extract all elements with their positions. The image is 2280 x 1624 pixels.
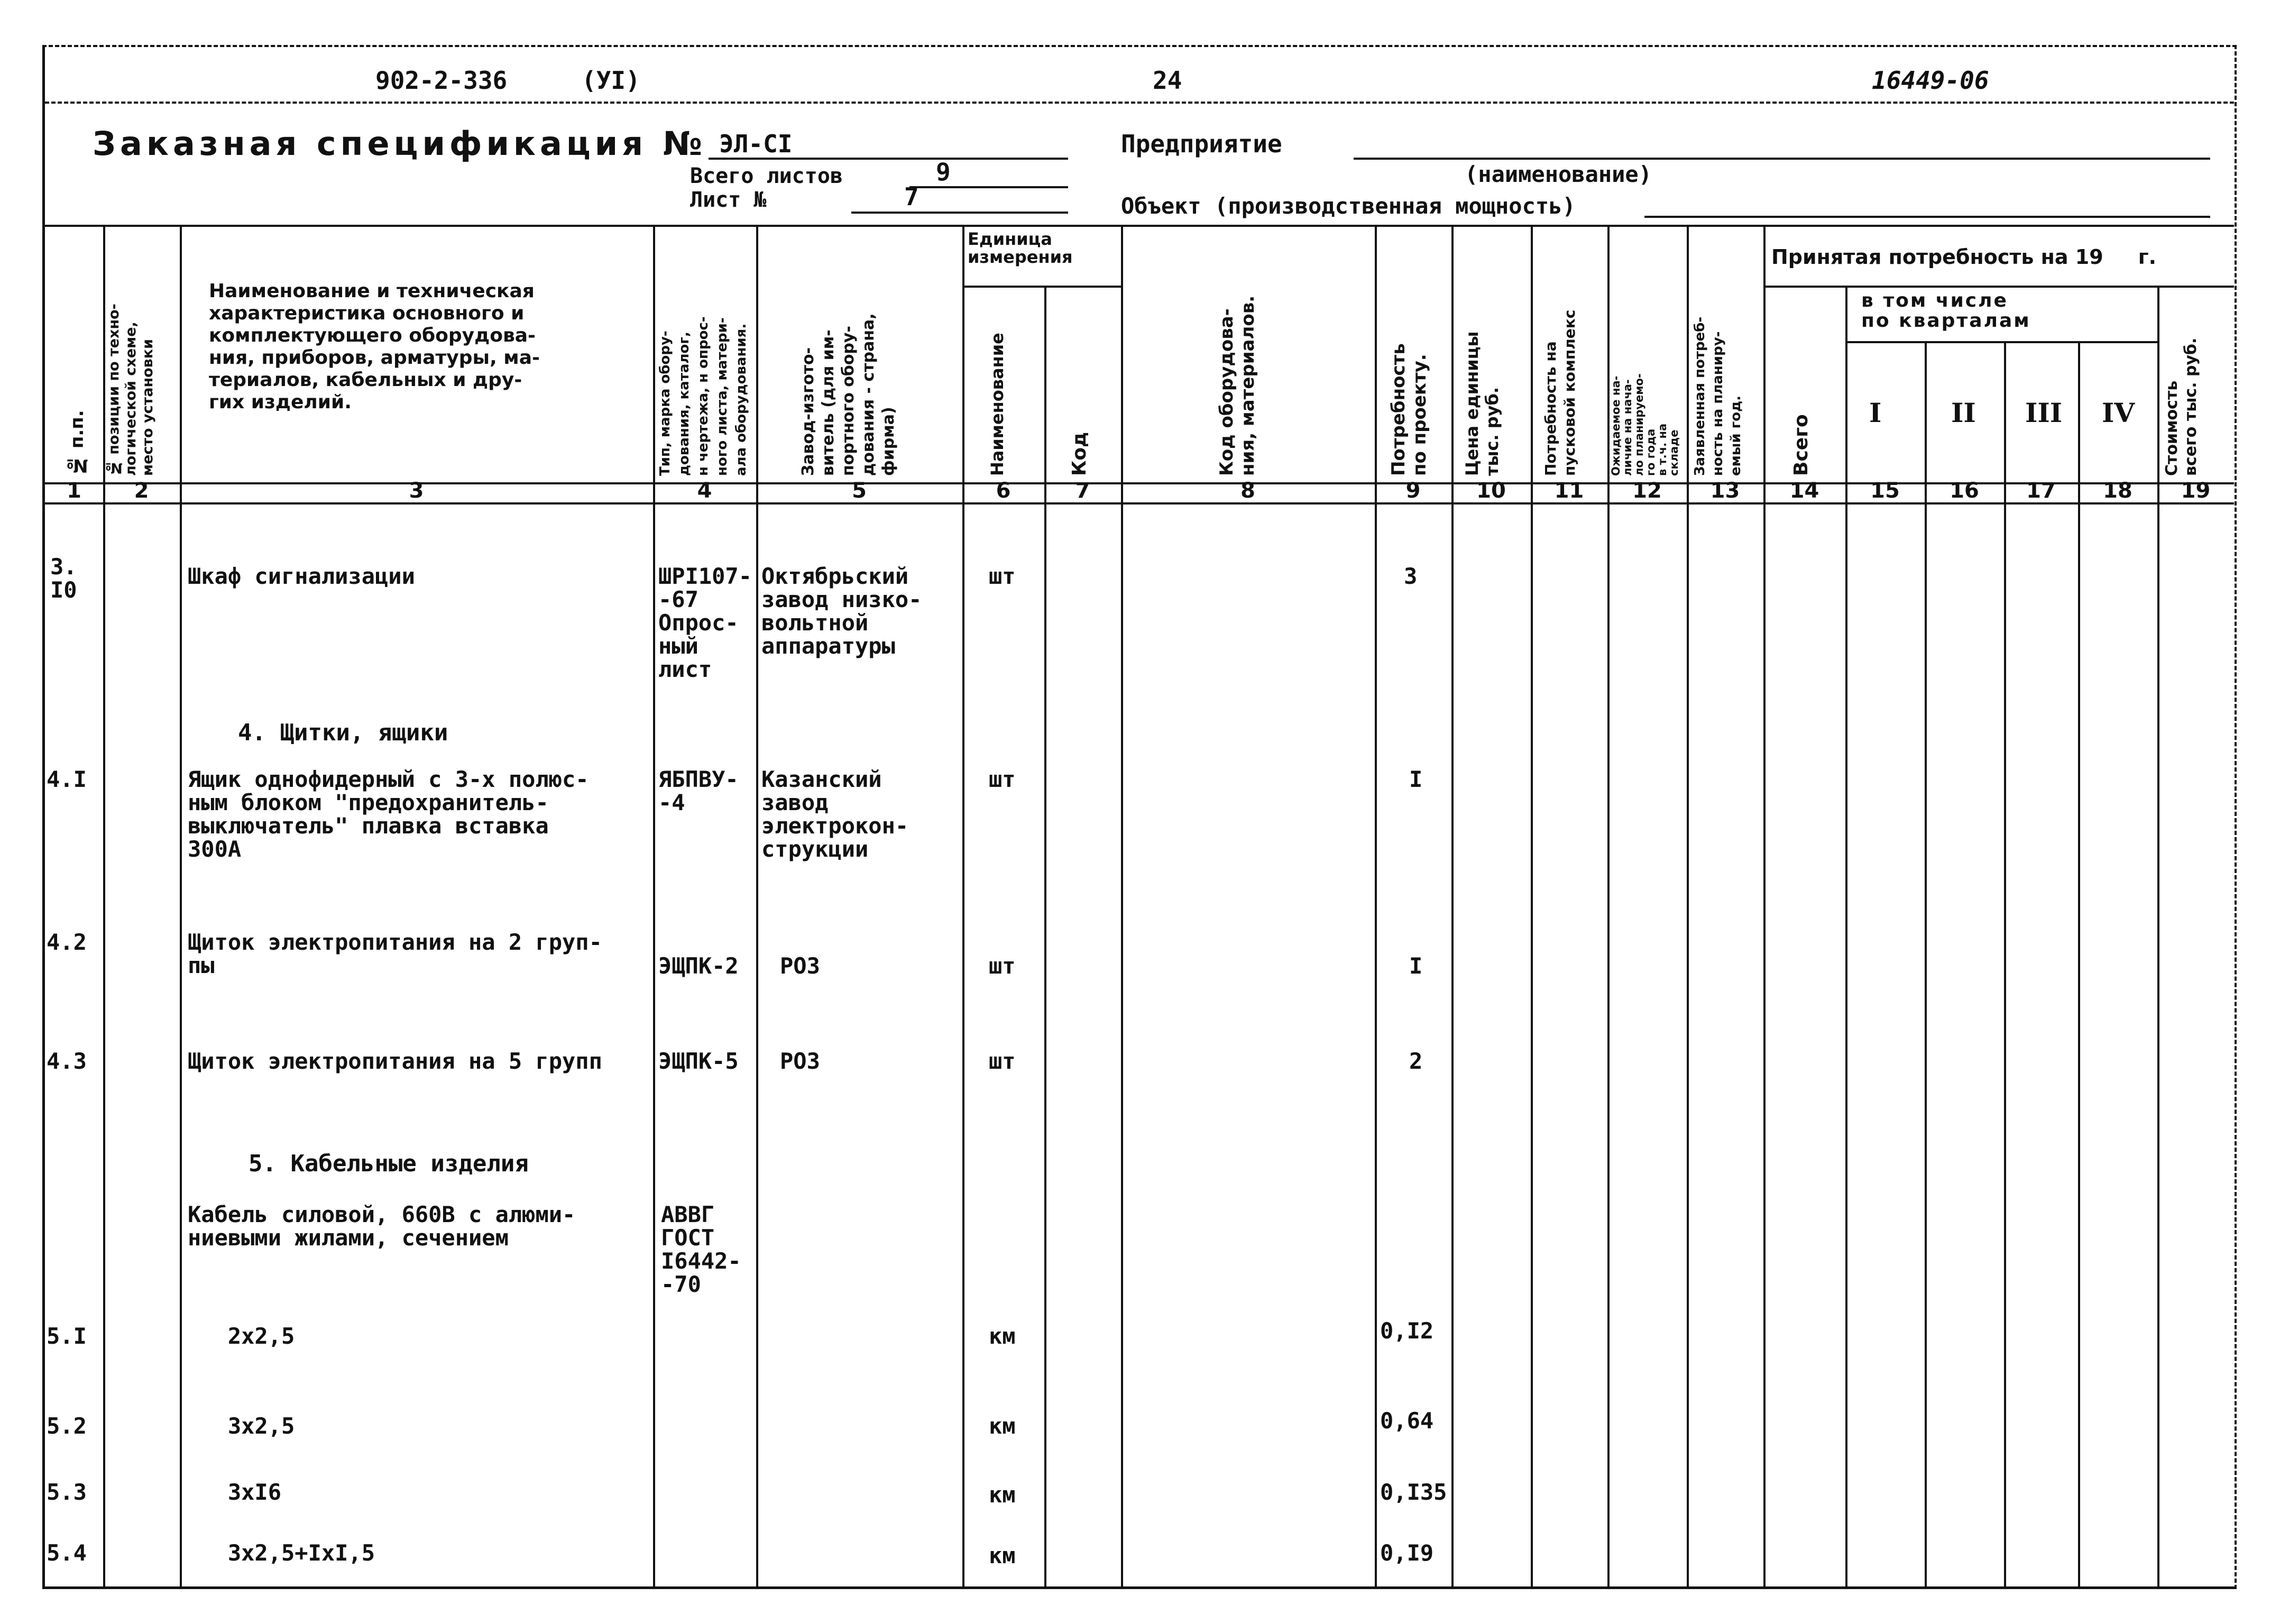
row-maker: РОЗ [780, 1048, 820, 1074]
col-divider [1687, 225, 1689, 1586]
col-number: 3 [409, 479, 424, 503]
row-qty: 2 [1409, 1048, 1423, 1074]
col-divider [1763, 225, 1766, 1586]
col-number: 17 [2026, 479, 2056, 503]
row-type: АВВГ ГОСТ I6442- -70 [661, 1201, 741, 1297]
col-number: 2 [134, 479, 149, 503]
section-heading: 5. Кабельные изделия [249, 1150, 529, 1177]
unit-group-header: Единица измерения [968, 229, 1073, 267]
row-unit: шт [989, 1048, 1016, 1074]
row-name: Щиток электропитания на 2 груп- пы [188, 929, 602, 978]
row-qty: 3 [1404, 563, 1418, 589]
row-pos: 3. I0 [50, 554, 77, 603]
row-unit: шт [989, 563, 1016, 589]
spec-number-underline [709, 158, 1068, 160]
row-pos: 4.3 [47, 1048, 87, 1074]
col-divider [962, 225, 964, 1586]
enterprise-underline [1354, 158, 2210, 160]
col-number: 4 [697, 479, 712, 503]
row-maker: Октябрьский завод низко- вольтной аппаратуры [761, 563, 922, 659]
col-divider [1121, 225, 1123, 1586]
col-divider [180, 225, 182, 1586]
sheets-total-underline [909, 186, 1068, 188]
accepted-divider [1763, 286, 2234, 288]
col-header-2: № позиции по техно- логической схеме, место установки [106, 304, 156, 476]
enterprise-label: Предприятие [1121, 130, 1282, 158]
spec-title: Заказная спецификация № [93, 124, 707, 163]
object-underline [1644, 216, 2210, 218]
col-header-15: I [1869, 397, 1882, 428]
row-name: Кабель силовой, 660В с алюми- ниевыми жилами, сечением [188, 1201, 576, 1251]
table-top-border [45, 225, 2234, 227]
col-header-5: Завод-изгото- витель (для им- портного обору- дования - страна, фирма) [799, 313, 898, 476]
row-unit: шт [989, 766, 1016, 792]
col-number: 18 [2103, 479, 2132, 503]
header-divider [45, 102, 2234, 104]
col-header-14: Всего [1790, 414, 1812, 476]
col-divider [1925, 341, 1927, 1586]
page-number: 24 [1153, 66, 1182, 95]
col-header-16: II [1951, 397, 1976, 428]
inventory-number: 16449-06 [1872, 66, 1989, 95]
col-divider [1451, 225, 1454, 1586]
row-name: 3х2,5 [188, 1413, 295, 1439]
col-divider [2004, 341, 2006, 1586]
row-unit: км [989, 1543, 1016, 1568]
row-maker: РОЗ [780, 953, 820, 979]
col-header-6: Наименование [987, 333, 1007, 476]
quarters-group-header: в том числе по кварталам [1861, 290, 2031, 332]
sheets-total-label: Всего листов [690, 164, 843, 188]
row-pos: 5.3 [47, 1479, 87, 1505]
col-divider [103, 225, 105, 1586]
row-type: ШРI107- -67 Опрос- ный лист [658, 563, 752, 682]
row-name: 3хI6 [188, 1479, 282, 1505]
row-pos: 4.2 [47, 929, 87, 955]
col-header-17: III [2025, 397, 2063, 428]
col-header-10: Цена единицы тыс. руб. [1462, 331, 1502, 476]
col-header-1: № п.п. [67, 410, 88, 476]
row-unit: км [989, 1323, 1016, 1349]
col-header-11: Потребность на пусковой комплекс [1542, 309, 1578, 476]
col-divider [1531, 225, 1533, 1586]
sheets-total: 9 [936, 158, 951, 186]
spec-number: ЭЛ-СI [719, 130, 793, 158]
row-maker: Казанский завод электрокон- струкции [761, 766, 909, 862]
unit-group-divider [962, 286, 1121, 288]
row-pos: 4.I [47, 766, 87, 792]
object-label: Объект (производственная мощность) [1121, 193, 1576, 219]
row-unit: км [989, 1413, 1016, 1439]
col-header-18: IV [2102, 397, 2135, 428]
row-name: Ящик однофидерный с 3-х полюс- ным блоком "предохранитель- выключатель" плавка вставка 300А [188, 766, 589, 862]
col-number: 12 [1632, 479, 1662, 503]
section-heading: 4. Щитки, ящики [238, 719, 448, 746]
col-number: 9 [1405, 479, 1421, 503]
col-header-4: Тип, марка обору- дования, каталог, н чертежа, н опрос- ного листа, матери- ала оборудования. [657, 316, 749, 476]
sheet-no-underline [851, 212, 1068, 214]
row-qty: I [1409, 953, 1423, 979]
col-number: 5 [852, 479, 867, 503]
col-divider [2078, 341, 2080, 1586]
row-unit: шт [989, 953, 1016, 979]
col-header-8: Код оборудова- ния, материалов. [1216, 295, 1258, 476]
row-name: 3х2,5+IхI,5 [188, 1540, 375, 1566]
row-type: ЯБПВУ- -4 [658, 766, 739, 815]
col-header-9: Потребность по проекту. [1388, 343, 1430, 476]
row-qty: 0,I35 [1380, 1479, 1447, 1505]
col-header-19: Стоимость всего тыс. руб. [2163, 337, 2200, 476]
quarters-divider [1845, 341, 2157, 343]
row-type: ЭЩПК-5 [658, 1048, 739, 1074]
row-pos: 5.I [47, 1323, 87, 1349]
col-header-3: Наименование и техническая характеристика основного и комплектующего оборудова- ния, приборов, арматуры, ма- териалов, кабельных и дру- гих изделий. [209, 280, 540, 413]
row-qty: I [1409, 766, 1423, 792]
row-name: Щиток электропитания на 5 групп [188, 1048, 602, 1074]
col-number: 6 [996, 479, 1011, 503]
row-unit: км [989, 1482, 1016, 1508]
col-number: 15 [1870, 479, 1900, 503]
col-divider [756, 225, 758, 1586]
col-number: 16 [1950, 479, 1979, 503]
col-number: 19 [2181, 479, 2211, 503]
col-divider [653, 225, 655, 1586]
sheet-no-label: Лист № [690, 188, 767, 212]
col-header-7: Код [1069, 432, 1090, 476]
col-number: 7 [1075, 479, 1090, 503]
project-part: (УI) [582, 66, 640, 95]
row-pos: 5.4 [47, 1540, 87, 1566]
row-name: Шкаф сигнализации [188, 563, 415, 589]
row-type: ЭЩПК-2 [658, 953, 739, 979]
col-number: 8 [1240, 479, 1255, 503]
sheet-no: 7 [904, 182, 919, 211]
project-code: 902-2-336 [375, 66, 508, 95]
row-pos: 5.2 [47, 1413, 87, 1439]
col-number: 13 [1710, 479, 1740, 503]
col-number: 11 [1554, 479, 1584, 503]
col-number: 14 [1789, 479, 1819, 503]
row-qty: 0,64 [1380, 1408, 1434, 1434]
col-divider [1375, 225, 1377, 1586]
name-caption: (наименование) [1465, 161, 1652, 187]
col-number: 1 [67, 479, 81, 503]
row-qty: 0,I9 [1380, 1540, 1434, 1566]
row-name: 2х2,5 [188, 1323, 295, 1349]
col-header-12: Ожидаемое на- личие на нача- ло планируемо- го года в т.ч. на складе [1610, 373, 1680, 476]
col-header-13: Заявленная потреб- ность на планиру- емый год. [1692, 316, 1744, 476]
accepted-header: Принятая потребность на 19 г. [1771, 245, 2157, 269]
col-number: 10 [1476, 479, 1506, 503]
row-qty: 0,I2 [1380, 1318, 1434, 1344]
